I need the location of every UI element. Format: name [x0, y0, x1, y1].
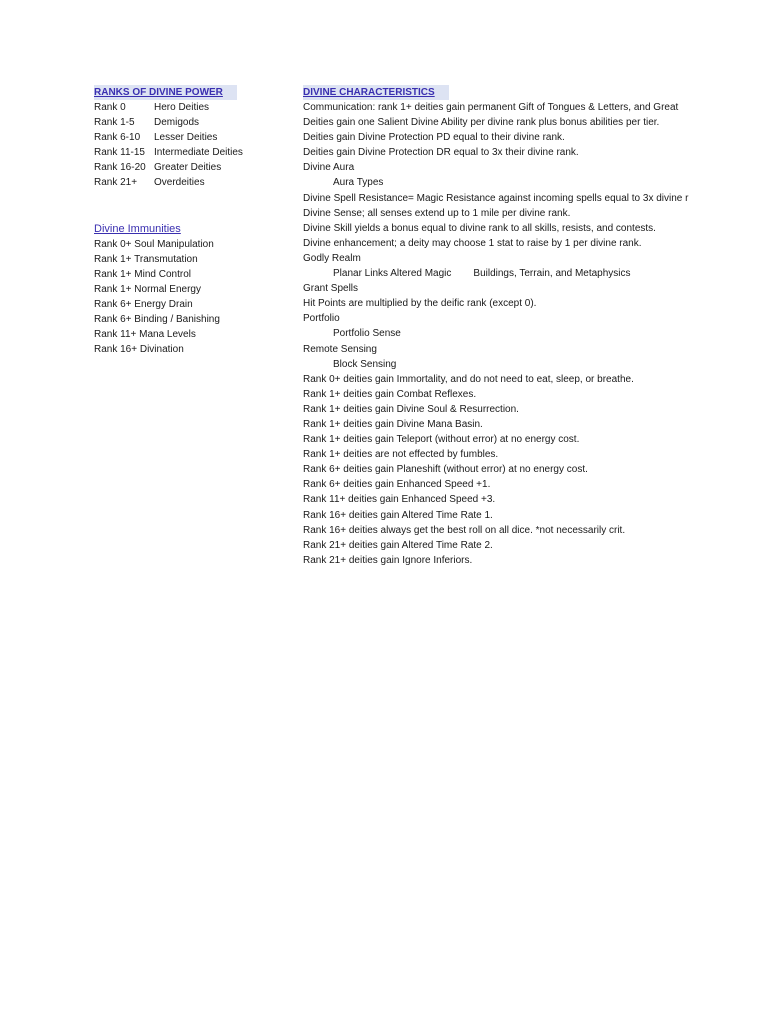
left-column [94, 85, 294, 357]
rank-name: Lesser Deities [154, 132, 218, 144]
characteristic-line: Deities gain Divine Protection DR equal to 3x their divine rank. [303, 147, 579, 159]
characteristic-line: Grant Spells [303, 283, 359, 295]
characteristic-line: Divine Skill yields a bonus equal to divine rank to all skills, resists, and contests. [303, 222, 656, 234]
characteristic-line: Hit Points are multiplied by the deific rank (except 0). [303, 298, 537, 310]
immunity-item: Rank 6+ Binding / Banishing [94, 314, 220, 326]
buildings-terrain: Buildings, Terrain, and Metaphysics [473, 268, 631, 280]
characteristic-line: Divine Spell Resistance= Magic Resistance against incoming spells equal to 3x divine r [303, 192, 689, 204]
characteristic-line: Rank 16+ deities gain Altered Time Rate 1. [303, 509, 493, 521]
characteristic-line: Deities gain one Salient Divine Ability per divine rank plus bonus abilities per tier. [303, 117, 660, 129]
rank-name: Overdeities [154, 177, 205, 189]
characteristic-line: Divine Sense; all senses extend up to 1 mile per divine rank. [303, 207, 571, 219]
immunity-item: Rank 6+ Energy Drain [94, 298, 193, 310]
right-column [303, 85, 695, 568]
immunity-item: Rank 11+ Mana Levels [94, 329, 196, 341]
ranks-table [94, 100, 294, 191]
characteristic-line: Rank 1+ deities gain Divine Soul & Resurrection. [303, 403, 519, 415]
immunity-item: Rank 1+ Normal Energy [94, 283, 201, 295]
rank-row [94, 175, 294, 190]
immunity-item: Rank 16+ Divination [94, 344, 184, 356]
immunity-item: Rank 1+ Transmutation [94, 253, 198, 265]
characteristic-line: Godly Realm [303, 252, 361, 264]
characteristic-line: Rank 6+ deities gain Planeshift (without error) at no energy cost. [303, 464, 588, 476]
rank-label: Rank 11-15 [94, 147, 145, 159]
characteristic-line: Rank 1+ deities are not effected by fumbles. [303, 449, 499, 461]
rank-label: Rank 0 [94, 102, 126, 113]
characteristic-line: Deities gain Divine Protection PD equal to their divine rank. [303, 132, 565, 144]
characteristics-list [303, 100, 695, 568]
rank-row [94, 130, 294, 145]
characteristics-heading: DIVINE CHARACTERISTICS [303, 85, 449, 100]
immunity-item: Rank 0+ Soul Manipulation [94, 238, 214, 250]
immunities-list [94, 237, 294, 358]
altered-magic: Altered Magic [390, 268, 452, 280]
rank-label: Rank 1-5 [94, 117, 135, 129]
immunity-item: Rank 1+ Mind Control [94, 268, 191, 280]
characteristic-subline: Portfolio Sense [333, 328, 401, 340]
characteristic-line: Divine enhancement; a deity may choose 1 stat to raise by 1 per divine rank. [303, 237, 642, 249]
characteristic-line: Divine Aura [303, 162, 355, 174]
spacer [94, 191, 294, 222]
characteristic-subline: Block Sensing [333, 358, 397, 370]
immunities-heading: Divine Immunities [94, 222, 181, 235]
characteristic-line: Portfolio [303, 313, 340, 325]
rank-name: Demigods [154, 117, 200, 129]
characteristic-line: Rank 1+ deities gain Teleport (without error) at no energy cost. [303, 434, 580, 446]
characteristic-line: Rank 16+ deities always get the best roll on all dice. *not necessarily crit. [303, 524, 626, 536]
rank-row [94, 115, 294, 130]
rank-name: Intermediate Deities [154, 147, 243, 159]
characteristic-line: Rank 1+ deities gain Divine Mana Basin. [303, 418, 483, 430]
characteristic-line: Rank 6+ deities gain Enhanced Speed +1. [303, 479, 491, 491]
characteristic-subline [303, 266, 695, 281]
rank-row [94, 145, 294, 160]
characteristic-line: Rank 21+ deities gain Ignore Inferiors. [303, 554, 473, 566]
rank-label: Rank 16-20 [94, 162, 146, 174]
planar-links: Planar Links [333, 268, 389, 280]
characteristic-line: Remote Sensing [303, 343, 377, 355]
rank-label: Rank 6-10 [94, 132, 141, 144]
characteristic-line: Rank 21+ deities gain Altered Time Rate 2. [303, 539, 493, 551]
rank-label: Rank 21+ [94, 177, 138, 189]
rank-name: Greater Deities [154, 162, 222, 174]
characteristic-line: Rank 11+ deities gain Enhanced Speed +3. [303, 494, 496, 506]
characteristic-line: Rank 1+ deities gain Combat Reflexes. [303, 388, 477, 400]
characteristic-subline: Aura Types [333, 177, 384, 189]
rank-row [94, 100, 294, 115]
characteristic-line: Rank 0+ deities gain Immortality, and do not need to eat, sleep, or breathe. [303, 373, 634, 385]
rank-name: Hero Deities [154, 102, 210, 113]
rank-row [94, 160, 294, 175]
ranks-heading: RANKS OF DIVINE POWER [94, 85, 237, 100]
characteristic-line: Communication: rank 1+ deities gain permanent Gift of Tongues & Letters, and Great [303, 102, 679, 113]
